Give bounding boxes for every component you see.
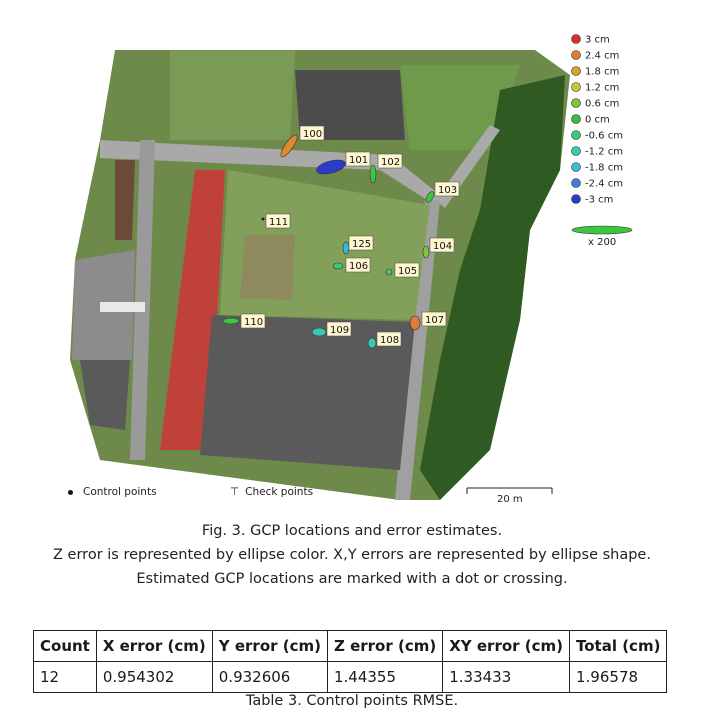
gcp-105-ellipse: [386, 269, 392, 275]
aerial-map: [60, 30, 640, 510]
gcp-111-marker: [262, 218, 265, 221]
cell-total: 1.96578: [570, 662, 667, 693]
legend-label: -3 cm: [585, 194, 614, 206]
table-caption: Table 3. Control points RMSE.: [245, 693, 459, 709]
gcp-104-ellipse: [423, 246, 429, 258]
header-total: Total (cm): [570, 631, 667, 662]
gcp-label-102: 102: [381, 157, 401, 168]
gcp-108-ellipse: [368, 338, 376, 348]
legend-label: 0 cm: [585, 114, 610, 126]
check-points-label: Check points: [245, 486, 314, 498]
cell-z-error: 1.44355: [327, 662, 442, 693]
crossing-icon: ⊤: [230, 486, 240, 498]
scale-ellipse-label: x 200: [588, 237, 617, 248]
figure-caption-title: Fig. 3. GCP locations and error estimates.: [201, 523, 503, 539]
gcp-125-ellipse: [343, 242, 349, 254]
gcp-label-107: 107: [425, 315, 445, 326]
table-row: [34, 662, 667, 693]
gcp-label-110: 110: [244, 317, 264, 328]
table-header-row: [34, 631, 667, 662]
gcp-label-100: 100: [303, 129, 323, 140]
legend-swatch: [572, 99, 581, 108]
gcp-label-103: 103: [438, 185, 458, 196]
legend-label: 1.2 cm: [585, 82, 620, 94]
cell-x-error: 0.954302: [96, 662, 212, 693]
control-points-label: Control points: [83, 486, 157, 498]
gcp-106-ellipse: [333, 263, 343, 269]
cell-y-error: 0.932606: [212, 662, 327, 693]
header-xy-error: XY error (cm): [443, 631, 570, 662]
gcp-label-106: 106: [349, 261, 369, 272]
gcp-label-101: 101: [349, 155, 369, 166]
legend-swatch: [572, 147, 581, 156]
gcp-102-ellipse: [370, 165, 376, 183]
header-y-error: Y error (cm): [212, 631, 327, 662]
legend-swatch: [572, 83, 581, 92]
legend-label: -2.4 cm: [585, 178, 623, 190]
gcp-107-ellipse: [410, 316, 420, 330]
legend-label: 1.8 cm: [585, 66, 620, 78]
legend-swatch: [572, 195, 581, 204]
header-count: Count: [34, 631, 97, 662]
scale-ellipse: [572, 226, 632, 234]
gcp-label-109: 109: [330, 325, 350, 336]
legend-label: 0.6 cm: [585, 98, 620, 110]
legend-swatch: [572, 67, 581, 76]
legend-label: -1.8 cm: [585, 162, 623, 174]
legend-swatch: [572, 179, 581, 188]
gcp-label-108: 108: [380, 335, 400, 346]
legend-label: 2.4 cm: [585, 50, 620, 62]
check-points-legend: [230, 486, 313, 498]
rmse-table: [33, 630, 667, 693]
cell-count: 12: [34, 662, 97, 693]
control-points-legend: [68, 486, 157, 498]
legend-swatch: [572, 115, 581, 124]
figure-caption-line2: Z error is represented by ellipse color. X,Y errors are represented by ellipse shape.: [53, 547, 651, 563]
legend-swatch: [572, 131, 581, 140]
legend-label: -1.2 cm: [585, 146, 623, 158]
gcp-109-ellipse: [312, 328, 326, 336]
legend-swatch: [572, 35, 581, 44]
scale-bar-label: 20 m: [497, 494, 523, 505]
gcp-label-104: 104: [433, 241, 453, 252]
dot-icon: [68, 490, 73, 495]
gcp-110-ellipse: [223, 318, 239, 324]
gcp-label-111: 111: [269, 217, 289, 228]
header-z-error: Z error (cm): [327, 631, 442, 662]
legend-swatch: [572, 163, 581, 172]
header-x-error: X error (cm): [96, 631, 212, 662]
legend-label: -0.6 cm: [585, 130, 623, 142]
figure-caption-line3: Estimated GCP locations are marked with a dot or crossing.: [136, 571, 568, 587]
cell-xy-error: 1.33433: [443, 662, 570, 693]
gcp-label-125: 125: [352, 239, 372, 250]
legend-swatch: [572, 51, 581, 60]
legend-label: 3 cm: [585, 34, 610, 46]
gcp-label-105: 105: [398, 266, 418, 277]
